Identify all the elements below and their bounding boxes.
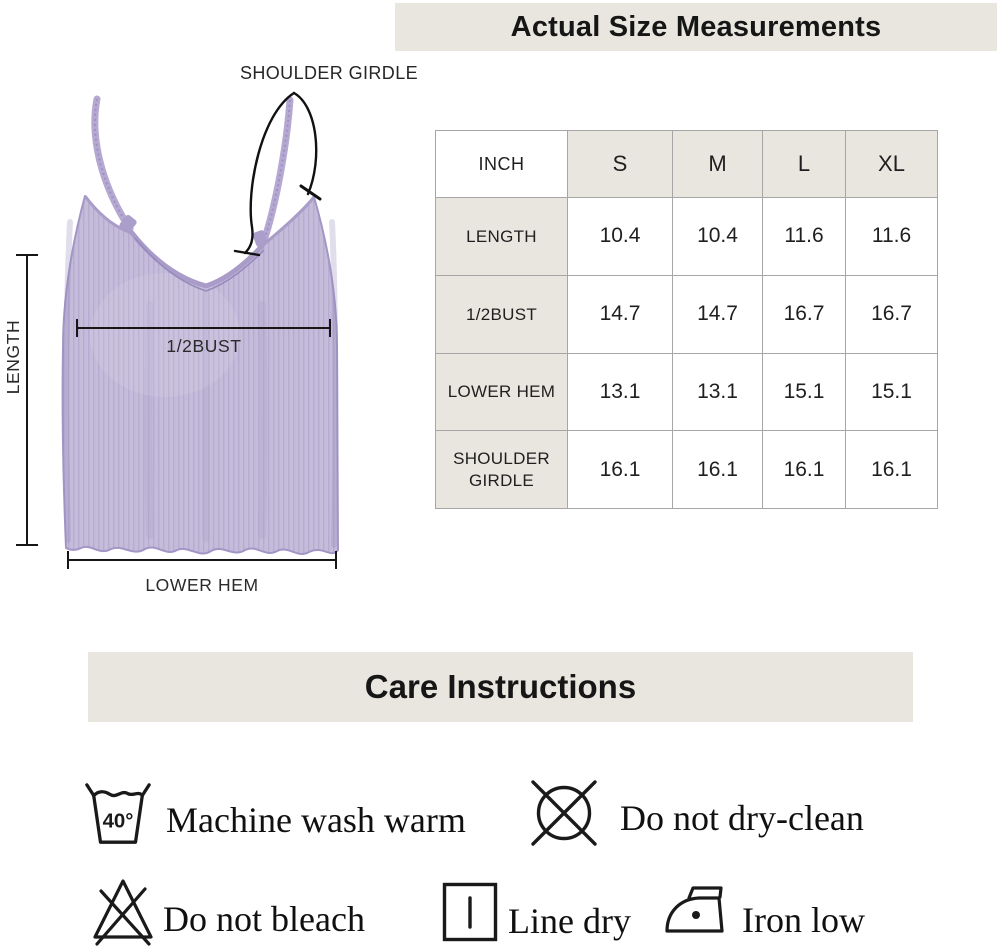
row-label-length: LENGTH <box>436 198 568 276</box>
table-cell: 16.7 <box>846 276 938 354</box>
size-measurements-banner <box>395 3 997 51</box>
table-cell: 16.1 <box>763 431 846 509</box>
half-bust-label: 1/2BUST <box>166 336 242 356</box>
machine-wash-label: Machine wash warm <box>166 800 466 840</box>
do-not-bleach-icon <box>92 876 154 946</box>
row-label-lower-hem: LOWER HEM <box>436 354 568 432</box>
wash-temperature-label: 40° <box>102 810 134 833</box>
table-cell: 13.1 <box>568 354 673 432</box>
lower-hem-label: LOWER HEM <box>145 575 259 595</box>
size-table-col-xl: XL <box>846 131 938 198</box>
line-dry-icon <box>442 882 498 942</box>
table-cell: 16.1 <box>846 431 938 509</box>
size-table-col-l: L <box>763 131 846 198</box>
row-label-half-bust: 1/2BUST <box>436 276 568 354</box>
care-instructions-title: Care Instructions <box>364 668 637 705</box>
table-cell: 11.6 <box>846 198 938 276</box>
table-cell: 14.7 <box>568 276 673 354</box>
table-cell: 14.7 <box>673 276 763 354</box>
size-table-col-m: M <box>673 131 763 198</box>
line-dry-label: Line dry <box>508 901 631 941</box>
iron-low-label: Iron low <box>742 900 865 940</box>
page-title: Actual Size Measurements <box>510 10 882 43</box>
table-cell: 15.1 <box>846 354 938 432</box>
care-instructions-banner <box>88 652 913 722</box>
size-table-col-s: S <box>568 131 673 198</box>
do-not-dry-clean-icon <box>526 777 602 849</box>
machine-wash-40-icon <box>83 781 153 847</box>
length-label: LENGTH <box>3 319 23 395</box>
do-not-bleach-label: Do not bleach <box>163 899 365 939</box>
table-cell: 10.4 <box>673 198 763 276</box>
length-dimension <box>16 255 38 545</box>
do-not-dry-clean-label: Do not dry-clean <box>620 798 864 838</box>
iron-low-icon <box>662 882 728 936</box>
table-cell: 15.1 <box>763 354 846 432</box>
table-cell: 11.6 <box>763 198 846 276</box>
camisole-illustration <box>63 99 338 554</box>
table-cell: 16.7 <box>763 276 846 354</box>
table-cell: 16.1 <box>568 431 673 509</box>
shoulder-girdle-label: SHOULDER GIRDLE <box>239 63 419 83</box>
table-cell: 16.1 <box>673 431 763 509</box>
size-table <box>435 130 938 509</box>
row-label-shoulder-girdle: SHOULDER GIRDLE <box>436 431 568 509</box>
size-table-unit-header: INCH <box>436 131 568 198</box>
garment-measurement-diagram <box>0 50 420 615</box>
table-cell: 13.1 <box>673 354 763 432</box>
table-cell: 10.4 <box>568 198 673 276</box>
